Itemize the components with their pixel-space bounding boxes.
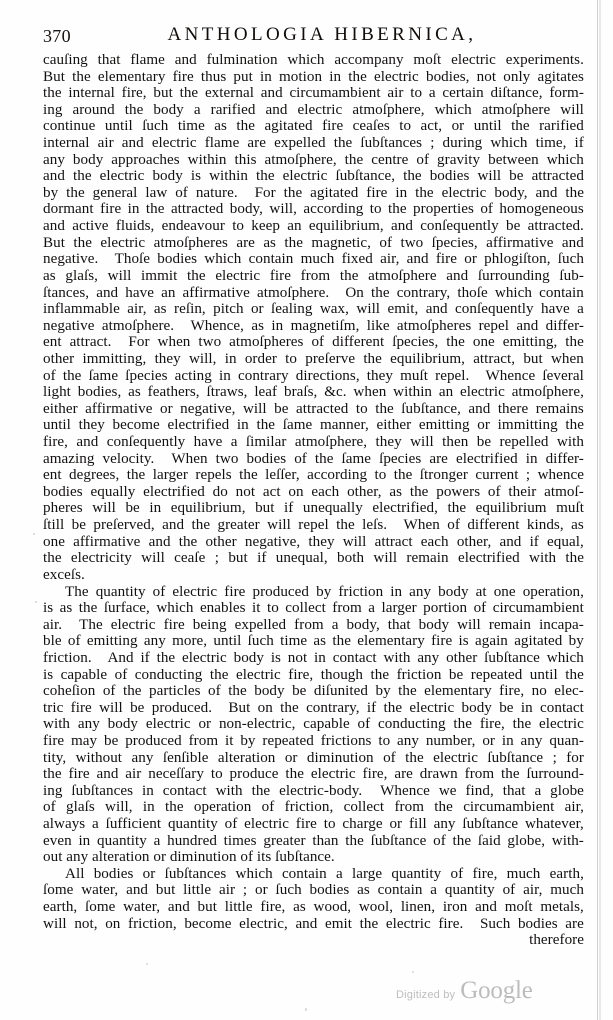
body-text (43, 52, 584, 949)
text-line: All bodies or ſubſtances which contain a large quantity of fire, much earth, (65, 865, 584, 882)
google-watermark (396, 978, 533, 1004)
text-line: light bodies, as feathers, ſtraws, leaf braſs, &c. when within an electric atmoſphere, (43, 384, 584, 401)
text-line: amazing velocity. When two bodies of the ſame ſpecies are electrified in differ- (43, 450, 584, 467)
text-line: other immitting, they will, in order to preſerve the equilibrium, attract, but when (43, 350, 584, 367)
scan-speck (146, 963, 148, 965)
text-line: of the ſame ſpecies acting in contrary directions, they muſt repel. Whence ſeveral (43, 367, 584, 384)
watermark-brand: Google (460, 977, 533, 1004)
text-line: the fire and air neceſſary to produce the electric fire, are drawn from the ſurround- (43, 766, 584, 783)
text-line: and active fluids, endeavour to keep an equilibrium, and conſequently be attracted. (43, 218, 584, 235)
text-line: earth, ſome water, and but little fire, as wood, wool, linen, iron and moſt metals, (43, 899, 584, 916)
text-line: will not, on friction, become electric, and emit the electric fire. Such bodies are (43, 915, 584, 932)
text-line: friction. And if the electric body is not in contact with any other ſubſtance which (43, 649, 584, 666)
text-line: cauſing that flame and fulmination which accompany moſt electric experiments. (43, 52, 584, 68)
page-number: 370 (43, 26, 71, 46)
paragraph (43, 866, 584, 949)
text-line: even in quantity a hundred times greater than the ſubſtance of the ſaid globe, with- (43, 832, 584, 849)
scan-speck (412, 971, 414, 973)
text-line: negative atmoſphere. Whence, as in magnetiſm, like atmoſpheres repel and differ- (43, 317, 584, 334)
text-line: pheres will be in equilibrium, but if unequally electrified, the equilibrium muſt (43, 500, 584, 517)
text-line: coheſion of the particles of the body be diſunited by the elementary fire, no elec- (43, 683, 584, 700)
scan-edge-shadow (599, 0, 601, 1020)
text-line: of glaſs will, in the operation of friction, collect from the circumambient air, (43, 799, 584, 816)
text-line: bodies equally electrified do not act on each other, as the powers of their atmoſ- (43, 483, 584, 500)
text-line: ing around the body a rarified and electric atmoſphere, which atmoſphere will (43, 101, 584, 118)
paragraph (43, 52, 584, 584)
scan-speck (33, 533, 35, 535)
text-line: the internal fire, but the external and circumambient air to a certain diſtance, form- (43, 85, 584, 102)
text-line: internal air and electric flame are expelled the ſubſtances ; during which time, if (43, 135, 584, 152)
text-line: with any body electric or non-electric, capable of conducting the fire, the electric (43, 716, 584, 733)
text-line: ſtances, and have an affirmative atmoſphere. On the contrary, thoſe which contain (43, 284, 584, 301)
text-line: But the electric atmoſpheres are as the magnetic, of two ſpecies, affirmative and (43, 234, 584, 251)
running-head (43, 24, 583, 50)
text-line: ſtill be preſerved, and the greater will repel the leſs. When of different kinds, as (43, 517, 584, 534)
text-line: inflammable air, as reſin, pitch or ſealing wax, will emit, and conſequently have a (43, 301, 584, 318)
text-line: out any alteration or diminution of its ſubſtance. (43, 849, 335, 866)
text-line: negative. Thoſe bodies which contain much fixed air, and fire or phlogiſton, ſuch (43, 251, 584, 268)
text-line: tric fire will be produced. But on the contrary, if the electric body be in contact (43, 699, 584, 716)
text-line: air. The electric fire being expelled from a body, that body will remain incapa- (43, 616, 584, 633)
text-line: any body approaches within this atmoſphere, the centre of gravity between which (43, 151, 584, 168)
text-line: The quantity of electric fire produced by friction in any body at one operation, (65, 583, 584, 600)
text-line: as glaſs, will immit the electric fire from the atmoſphere and ſurrounding ſub- (43, 267, 584, 284)
text-line: ent degrees, the larger repels the leſſer, according to the ſtronger current ; whence (43, 467, 584, 484)
text-line: But the elementary fire thus put in motion in the electric bodies, not only agitates (43, 68, 584, 85)
text-line: by the general law of nature. For the agitated fire in the electric body, and the (43, 184, 584, 201)
scan-edge-line (597, 0, 598, 1020)
text-line: is capable of conducting the electric fire, though the friction be repeated until the (43, 666, 584, 683)
text-line: fire, and conſequently have a ſimilar atmoſphere, they will then be repelled with (43, 434, 584, 451)
text-line: ing ſubſtances in contact with the electric-body. Whence we find, that a globe (43, 782, 584, 799)
text-line: dormant fire in the attracted body, will, according to the properties of homogeneous (43, 201, 584, 218)
text-line: tity, without any ſenſible alteration or diminution of the electric ſubſtance ; for (43, 749, 584, 766)
text-line: either affirmative or negative, will be attracted to the ſubſtance, and there remains (43, 400, 584, 417)
text-line: exceſs. (43, 566, 85, 583)
scan-speck (35, 601, 37, 603)
scan-speck (305, 1008, 307, 1011)
running-head-title: ANTHOLOGIA HIBERNICA, (167, 24, 477, 45)
text-line: is as the ſurface, which enables it to collect from a larger portion of circumambient (43, 600, 584, 617)
text-line: always a ſufficient quantity of electric fire to charge or fill any ſubſtance whatever, (43, 816, 584, 833)
text-line: the electricity will ceaſe ; but if unequal, both will remain electrified with the (43, 550, 584, 567)
text-line: one affirmative and the other negative, they will attract each other, and if equal, (43, 533, 584, 550)
text-line: ble of emitting any more, until ſuch time as the elementary fire is again agitated by (43, 633, 584, 650)
text-line: and the electric body is within the electric ſubſtance, the bodies will be attracted (43, 168, 584, 185)
text-line: ent attract. For when two atmoſpheres of different ſpecies, the one emitting, the (43, 334, 584, 351)
catchword: therefore (529, 932, 584, 949)
watermark-label: Digitized by (396, 989, 456, 1001)
text-line: until they become electrified in the ſame manner, either emitting or immitting the (43, 417, 584, 434)
paragraph (43, 584, 584, 866)
text-line: continue until ſuch time as the agitated fire ceaſes to act, or until the rarified (43, 118, 584, 135)
text-line: ſome water, and but little air ; or ſuch bodies as contain a quantity of air, much (43, 882, 584, 899)
text-line: fire may be produced from it by repeated frictions to any number, or in any quan- (43, 732, 584, 749)
